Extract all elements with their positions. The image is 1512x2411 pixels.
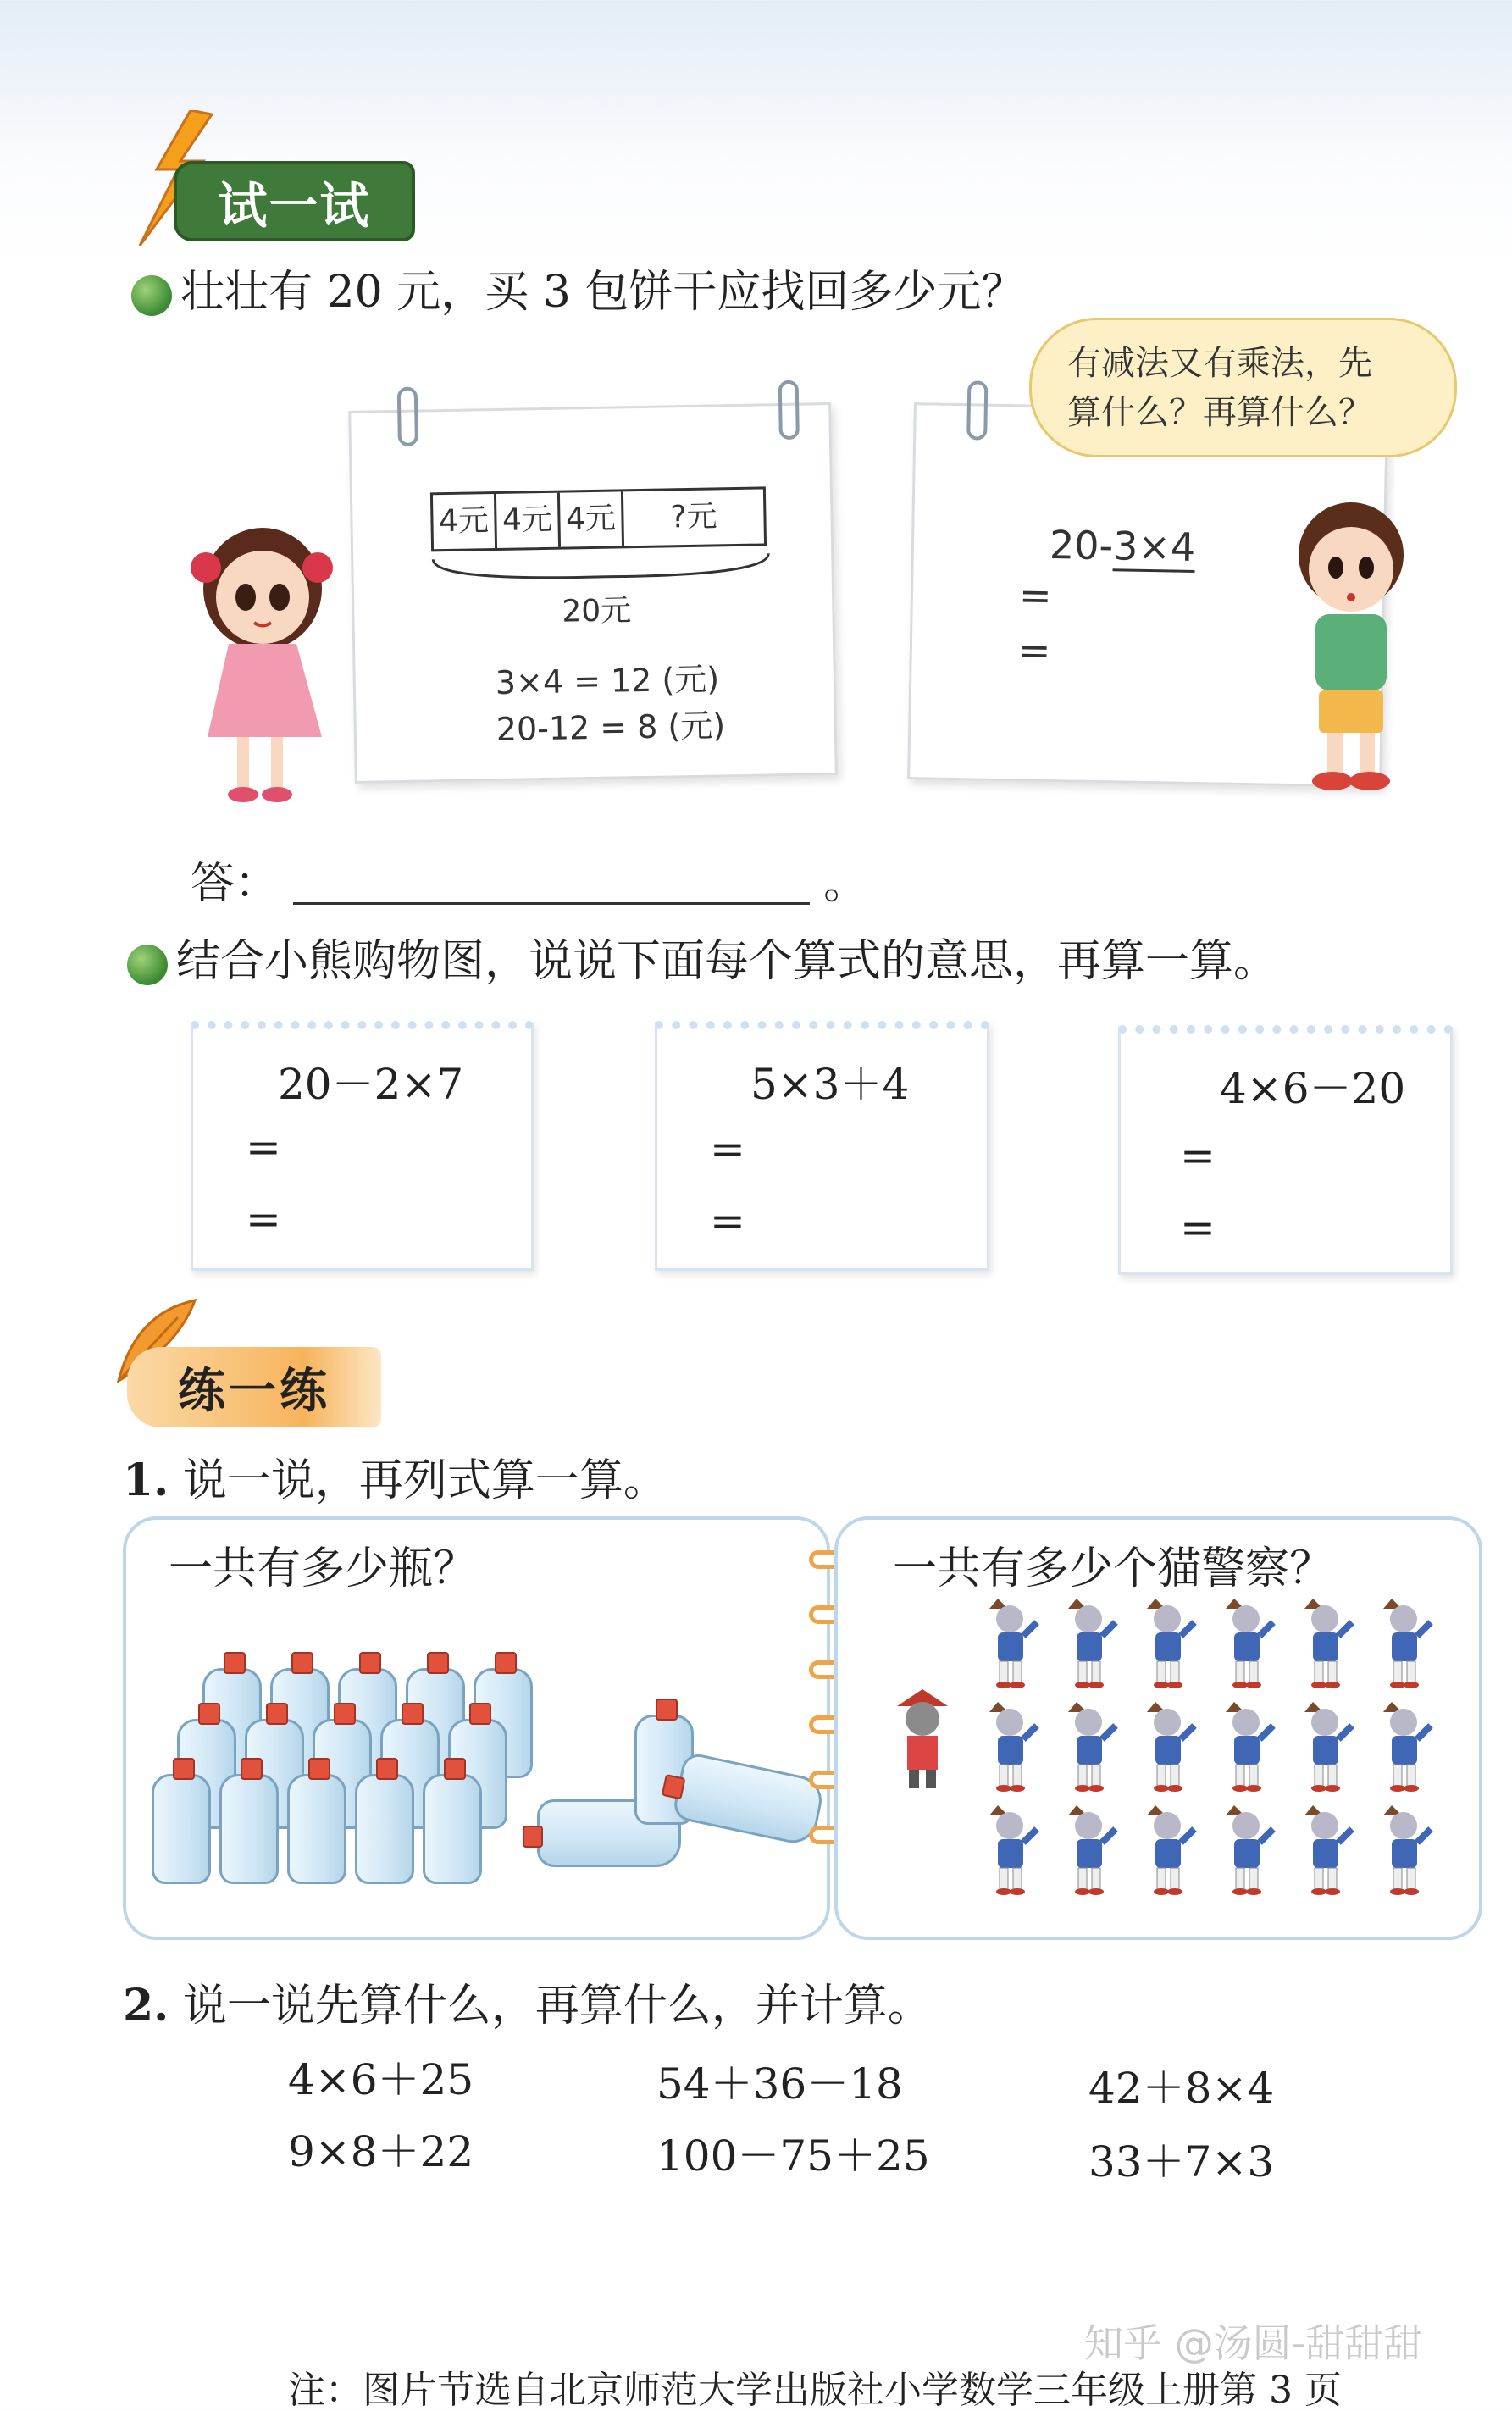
paperclip-icon bbox=[397, 387, 418, 446]
bar-cell: 4元 bbox=[433, 494, 497, 549]
bar-model-card bbox=[348, 402, 838, 784]
cat-police-icon bbox=[983, 1804, 1042, 1897]
green-bullet-icon bbox=[131, 275, 172, 316]
cat-police-leader-icon bbox=[889, 1689, 956, 1791]
card-expression: 5×3＋4 bbox=[750, 1060, 910, 1109]
calc-line-2: 20-12 = 8 (元) bbox=[496, 707, 726, 749]
bar-cell: ?元 bbox=[670, 499, 717, 535]
card-expression: 4×6－20 bbox=[1220, 1064, 1406, 1113]
exercise-2-text: 说一说先算什么，再算什么，并计算。 bbox=[182, 1981, 932, 2031]
bottles-question: 一共有多少瓶？ bbox=[169, 1544, 478, 1594]
bar-total: 20元 bbox=[562, 593, 632, 629]
cat-police-icon bbox=[1061, 1804, 1121, 1897]
calc-item: 33＋7×3 bbox=[1088, 2137, 1275, 2187]
card-equals-2: = bbox=[1180, 1203, 1216, 1252]
bottle-icon bbox=[287, 1774, 346, 1884]
answer-blank bbox=[293, 862, 810, 905]
expr-card-2 bbox=[655, 1021, 989, 1271]
bottle-icon bbox=[355, 1774, 414, 1884]
expression-tail: 3×4 bbox=[1113, 523, 1196, 573]
card-equals-2: = bbox=[710, 1196, 745, 1245]
question-1-text: 壮壮有 20 元，买 3 包饼干应找回多少元？ bbox=[180, 267, 1026, 318]
bottle-icon bbox=[423, 1774, 482, 1884]
calc-item: 100－75＋25 bbox=[656, 2131, 930, 2181]
exercise-1-title bbox=[123, 1444, 667, 1508]
cat-police-icon bbox=[983, 1597, 1042, 1690]
cat-police-icon bbox=[1061, 1597, 1121, 1690]
paperclip-icon bbox=[966, 380, 988, 440]
cat-police-icon bbox=[1219, 1804, 1278, 1897]
card-equals-1: = bbox=[246, 1122, 281, 1172]
girl-illustration bbox=[182, 508, 360, 805]
cat-police-icon bbox=[1376, 1700, 1436, 1793]
cat-police-icon bbox=[983, 1700, 1042, 1793]
equals-2: = bbox=[1017, 627, 1051, 674]
cat-police-icon bbox=[1376, 1597, 1436, 1690]
bubble-line-2: 算什么？再算什么？ bbox=[1067, 393, 1372, 432]
bubble-line-1: 有减法又有乘法，先 bbox=[1067, 344, 1372, 383]
answer-end: 。 bbox=[823, 858, 868, 909]
calc-item: 9×8＋22 bbox=[288, 2127, 474, 2176]
bar-model bbox=[430, 486, 767, 551]
exercise-2-title bbox=[123, 1970, 932, 2033]
expr-card-3 bbox=[1118, 1025, 1453, 1275]
expression bbox=[1050, 522, 1196, 570]
cat-police-question: 一共有多少个猫警察？ bbox=[893, 1544, 1334, 1594]
equals-1: = bbox=[1018, 572, 1052, 619]
watermark: 知乎 @汤圆-甜甜甜 bbox=[1084, 2320, 1423, 2366]
card-equals-2: = bbox=[246, 1194, 281, 1244]
green-bullet-icon bbox=[127, 945, 168, 985]
exercise-1-text: 说一说，再列式算一算。 bbox=[182, 1455, 667, 1506]
footer-note: 注：图片节选自北京师范大学出版社小学数学三年级上册第 3 页 bbox=[288, 2369, 1342, 2411]
bottle-icon bbox=[672, 1751, 827, 1848]
card-equals-1: = bbox=[1180, 1131, 1216, 1180]
cat-police-icon bbox=[1061, 1700, 1121, 1793]
card-expression: 20－2×7 bbox=[278, 1060, 464, 1109]
calc-item: 4×6＋25 bbox=[288, 2055, 474, 2104]
boy-illustration bbox=[1283, 491, 1419, 796]
calc-item: 54＋36－18 bbox=[656, 2059, 903, 2109]
question-2-text: 结合小熊购物图，说说下面每个算式的意思，再算一算。 bbox=[176, 936, 1278, 987]
exercise-1-number: 1. bbox=[123, 1455, 169, 1506]
question-2 bbox=[127, 932, 1277, 991]
cat-police-icon bbox=[1298, 1700, 1357, 1793]
answer-label: 答： bbox=[191, 858, 280, 909]
answer-row bbox=[191, 847, 867, 911]
bottle-icon bbox=[152, 1774, 211, 1884]
expr-card-1 bbox=[191, 1021, 534, 1271]
question-1 bbox=[131, 263, 1025, 322]
cat-police-icon bbox=[1219, 1597, 1278, 1690]
cat-police-icon bbox=[1140, 1804, 1199, 1897]
expression-head: 20- bbox=[1049, 521, 1114, 569]
bottle-icon bbox=[219, 1774, 279, 1884]
section-banner-try: 试一试 bbox=[174, 161, 415, 241]
cat-police-icon bbox=[1298, 1804, 1357, 1897]
calc-line-1: 3×4 = 12 (元) bbox=[495, 660, 720, 702]
bottles-panel bbox=[123, 1516, 830, 1940]
cat-police-icon bbox=[1298, 1597, 1357, 1690]
exercise-2-number: 2. bbox=[123, 1980, 169, 2031]
speech-bubble bbox=[1029, 318, 1457, 457]
calc-item: 42＋8×4 bbox=[1088, 2064, 1275, 2113]
section-banner-practice: 练一练 bbox=[127, 1347, 381, 1427]
bar-cell: 4元 bbox=[560, 491, 624, 546]
cat-police-icon bbox=[1376, 1804, 1436, 1897]
card-equals-1: = bbox=[710, 1124, 745, 1173]
bar-cell: 4元 bbox=[496, 493, 561, 548]
cat-police-icon bbox=[1219, 1700, 1278, 1793]
cat-police-icon bbox=[1140, 1597, 1199, 1690]
cat-police-icon bbox=[1140, 1700, 1199, 1793]
paperclip-icon bbox=[778, 380, 800, 440]
